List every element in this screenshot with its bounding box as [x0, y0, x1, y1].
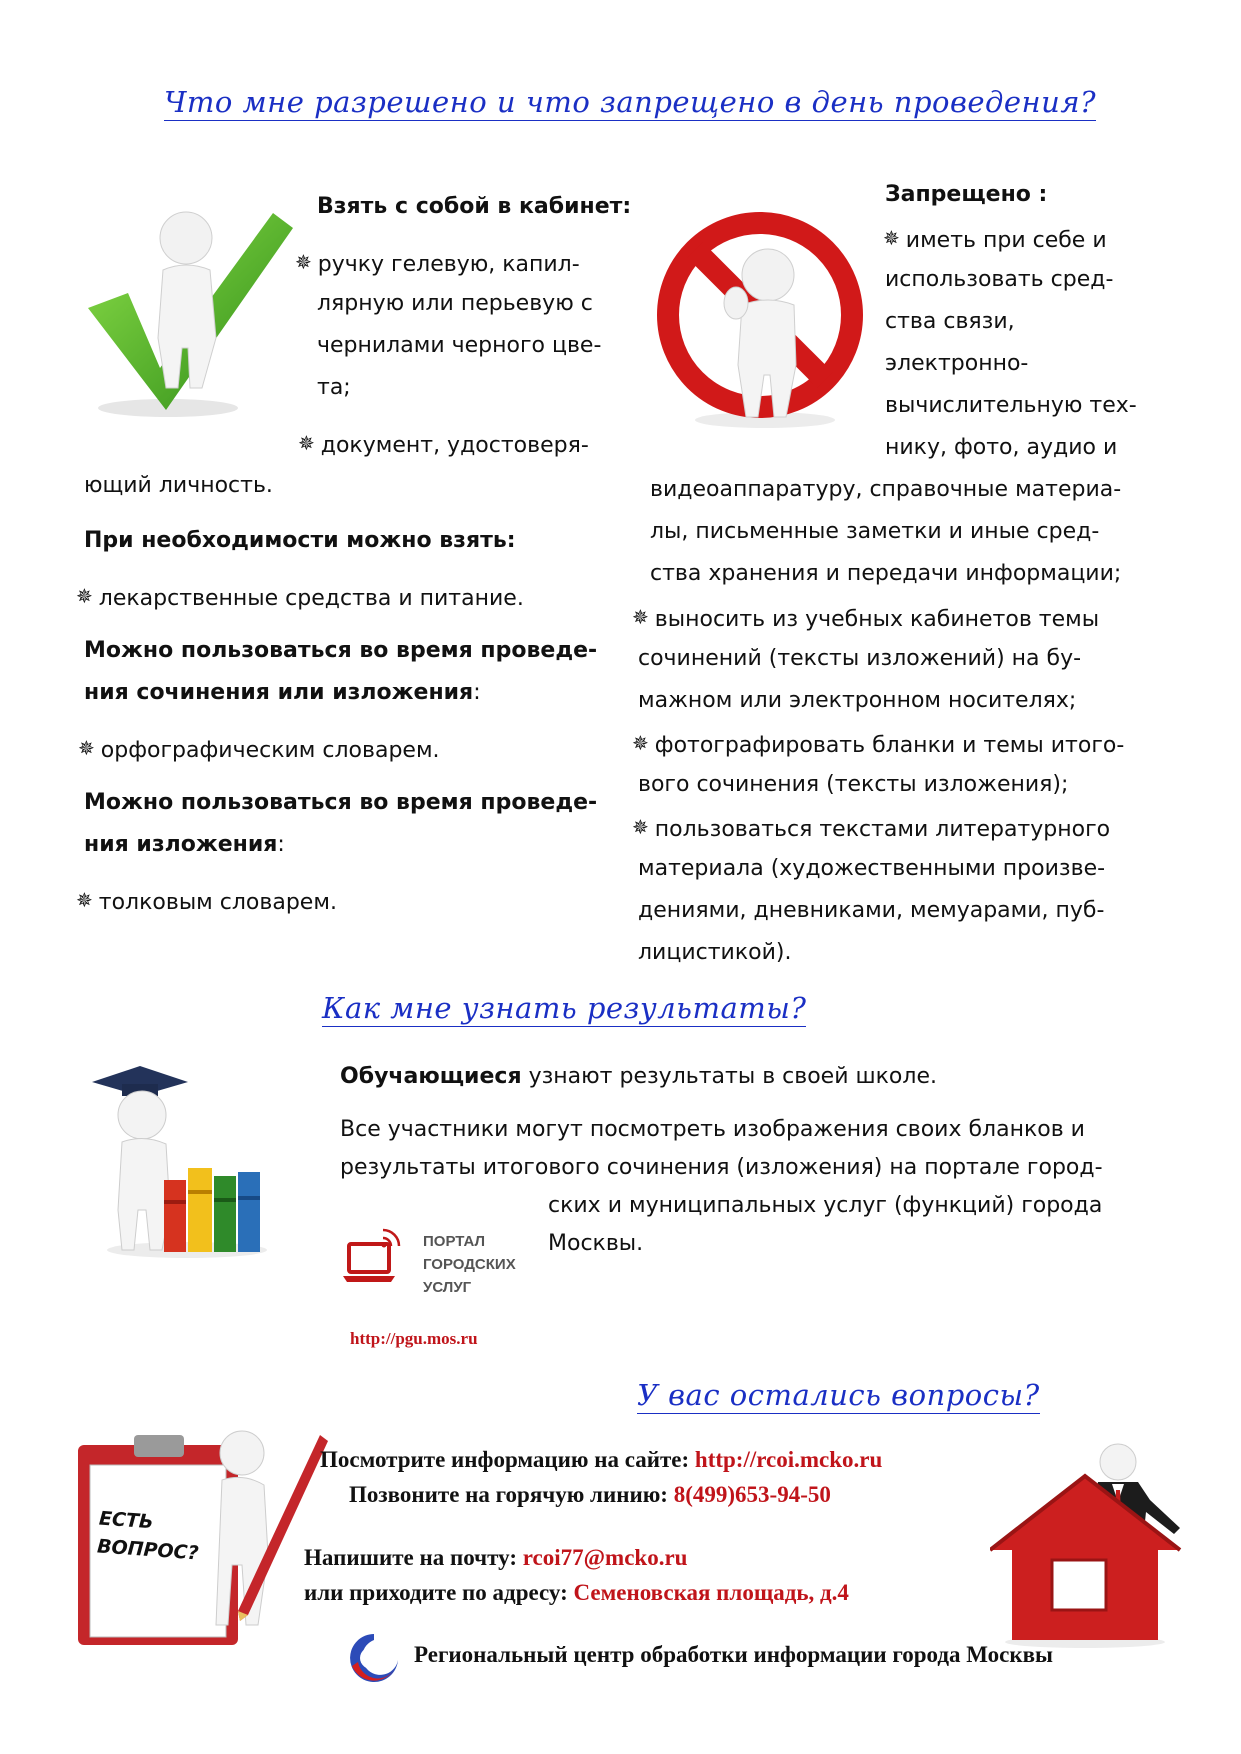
results-paragraph: результаты итогового сочинения (изложения) на портале город-: [340, 1155, 1103, 1180]
list-item: ✵ фотографировать бланки и темы итого-: [632, 722, 1124, 767]
list-item: та;: [317, 375, 351, 400]
list-item: использовать сред-: [885, 267, 1114, 292]
list-item: ✵ толковым словарем.: [76, 879, 337, 924]
list-item: ✵ пользоваться текстами литературного: [632, 806, 1110, 851]
list-item: вого сочинения (тексты изложения);: [638, 772, 1069, 797]
contact-phone: Позвоните на горячую линию: 8(499)653-94-50: [349, 1482, 831, 1507]
list-item: ства хранения и передачи информации;: [650, 561, 1122, 586]
organization-name: Региональный центр обработки информации города Москвы: [414, 1642, 1053, 1667]
list-item: ✵ орфографическим словарем.: [78, 727, 440, 772]
star-bullet-icon: ✵: [632, 815, 649, 839]
phone-link[interactable]: 8(499)653-94-50: [673, 1482, 831, 1507]
email-link[interactable]: rcoi77@mcko.ru: [522, 1545, 688, 1570]
list-item: сочинений (тексты изложений) на бу-: [638, 646, 1082, 671]
list-item: лы, письменные заметки и иные сред-: [650, 519, 1100, 544]
list-item: ✵ выносить из учебных кабинетов темы: [632, 596, 1099, 641]
list-item: ✵ лекарственные средства и питание.: [76, 575, 524, 620]
list-item: видеоаппаратуру, справочные материа-: [650, 477, 1122, 502]
composition-title-end: ния сочинения или изложения:: [84, 680, 481, 705]
star-bullet-icon: ✵: [76, 584, 93, 608]
star-bullet-icon: ✵: [632, 731, 649, 755]
contact-email: Напишите на почту: rcoi77@mcko.ru: [304, 1545, 688, 1570]
laptop-icon: [343, 1228, 401, 1288]
rcoi-logo-icon: [344, 1630, 402, 1686]
heading-allowed-forbidden: Что мне разрешено и что запрещено в день проведения?: [164, 85, 1097, 119]
allowed-title: Взять с собой в кабинет:: [317, 194, 632, 219]
list-item: материала (художественными произве-: [638, 856, 1106, 881]
site-link[interactable]: http://rcoi.mcko.ru: [694, 1447, 883, 1472]
list-item: вычислительную тех-: [885, 393, 1137, 418]
portal-logo-text: ПОРТАЛ ГОРОДСКИХ УСЛУГ: [423, 1233, 516, 1296]
students-results-text: Обучающиеся узнают результаты в своей школе.: [340, 1064, 937, 1089]
results-paragraph: Москвы.: [548, 1231, 644, 1256]
star-bullet-icon: ✵: [298, 431, 315, 455]
optional-title: При необходимости можно взять:: [84, 528, 516, 553]
checkmark-figure-image: [78, 198, 298, 420]
graduate-books-image: [92, 1060, 272, 1260]
list-item: электронно-: [885, 351, 1029, 376]
presentation-title: Можно пользоваться во время проведе-: [84, 790, 598, 815]
list-item: дениями, дневниками, мемуарами, пуб-: [638, 898, 1105, 923]
list-item: ✵ документ, удостоверя-: [298, 422, 589, 467]
forbidden-title: Запрещено :: [885, 182, 1048, 207]
star-bullet-icon: ✵: [883, 226, 900, 250]
presentation-title-end: ния изложения:: [84, 832, 285, 857]
star-bullet-icon: ✵: [632, 605, 649, 629]
contact-site: Посмотрите информацию на сайте: http://rcoi.mcko.ru: [320, 1447, 883, 1472]
list-item: нику, фото, аудио и: [885, 435, 1118, 460]
heading-questions: У вас остались вопросы?: [637, 1378, 1040, 1412]
list-item: мажном или электронном носителях;: [638, 688, 1077, 713]
heading-results: Как мне узнать результаты?: [322, 991, 807, 1025]
list-item: чернилами черного цве-: [317, 333, 602, 358]
results-paragraph: ских и муниципальных услуг (функций) города: [548, 1193, 1103, 1218]
list-item: ства связи,: [885, 309, 1015, 334]
composition-title: Можно пользоваться во время проведе-: [84, 638, 598, 663]
portal-url-link[interactable]: http://pgu.mos.ru: [350, 1329, 478, 1348]
contact-address: или приходите по адресу: Семеновская площадь, д.4: [304, 1580, 849, 1605]
list-item: лицистикой).: [638, 940, 792, 965]
list-item: лярную или перьевую с: [317, 291, 593, 316]
list-item: ✵ иметь при себе и: [883, 217, 1107, 262]
star-bullet-icon: ✵: [78, 736, 95, 760]
star-bullet-icon: ✵: [295, 250, 312, 274]
clipboard-text: ЕСТЬ ВОПРОС?: [96, 1507, 200, 1565]
results-paragraph: Все участники могут посмотреть изображения своих бланков и: [340, 1117, 1085, 1142]
star-bullet-icon: ✵: [76, 888, 93, 912]
prohibited-figure-image: [650, 205, 870, 430]
list-item: ющий личность.: [84, 473, 273, 498]
list-item: ✵ ручку гелевую, капил-: [295, 241, 580, 286]
house-figure-image: [990, 1440, 1205, 1650]
